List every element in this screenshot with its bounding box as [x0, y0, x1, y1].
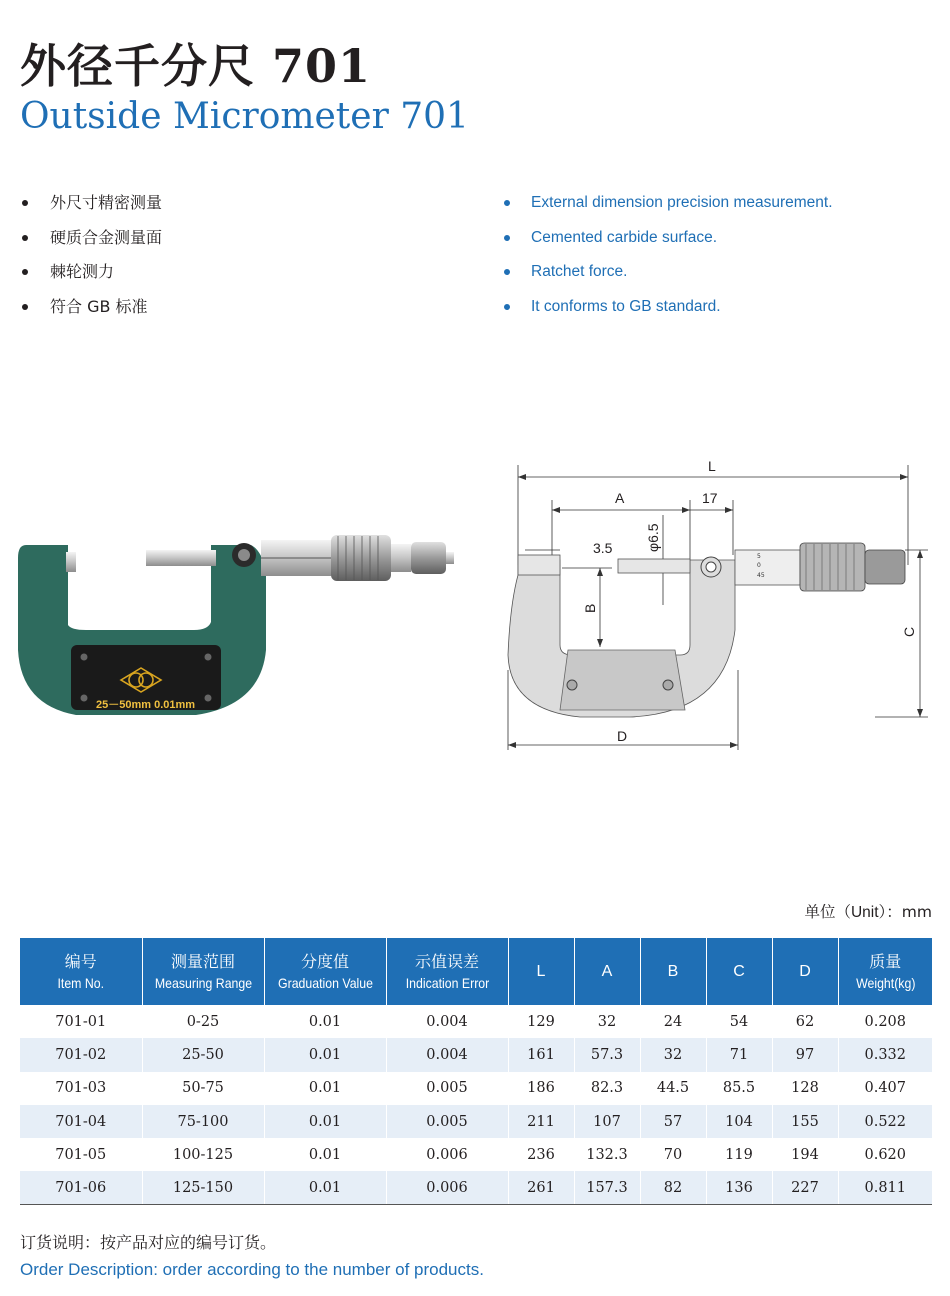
order-note-en: Order Description: order according to the number of products. — [20, 1260, 484, 1279]
feature-item-cn: 棘轮测力 — [22, 255, 162, 290]
feature-list-cn — [22, 186, 162, 324]
unit-en: Unit — [850, 904, 879, 921]
table-cell: 25-50 — [142, 1038, 264, 1071]
dim-C: C — [901, 626, 917, 637]
feature-item-en: External dimension precision measurement. — [504, 186, 833, 221]
table-cell: 701-02 — [20, 1038, 142, 1071]
table-cell: 75-100 — [142, 1105, 264, 1138]
table-header-row — [20, 938, 932, 1005]
table-cell: 70 — [640, 1138, 706, 1171]
table-cell: 261 — [508, 1171, 574, 1204]
table-cell: 701-05 — [20, 1138, 142, 1171]
table-cell: 97 — [772, 1038, 838, 1071]
feature-item-cn: 外尺寸精密测量 — [22, 186, 162, 221]
table-cell: 82 — [640, 1171, 706, 1204]
table-cell: 0.006 — [386, 1138, 508, 1171]
table-cell: 0.407 — [864, 1080, 906, 1097]
table-cell: 0.01 — [264, 1138, 386, 1171]
table-cell: 82.3 — [574, 1072, 640, 1105]
dim-D: D — [617, 728, 628, 744]
table-cell: 701-06 — [20, 1171, 142, 1204]
table-cell: 107 — [574, 1105, 640, 1138]
header-range: 测量范围 Measuring Range — [142, 938, 264, 1005]
scale-45: 45 — [757, 572, 765, 579]
table-cell: 136 — [706, 1171, 772, 1204]
table-cell: 0.811 — [838, 1171, 932, 1204]
table-row — [20, 1171, 932, 1204]
dim-A: A — [615, 490, 625, 506]
table-cell: 104 — [706, 1105, 772, 1138]
table-cell: 0-25 — [142, 1005, 264, 1038]
table-cell: 100-125 — [142, 1138, 264, 1171]
scale-5: 5 — [757, 553, 761, 560]
feature-item-en: Cemented carbide surface. — [504, 221, 833, 256]
table-cell: 32 — [574, 1005, 640, 1038]
table-cell: 236 — [508, 1138, 574, 1171]
table-row — [20, 1005, 932, 1038]
feature-item-cn: 硬质合金测量面 — [22, 221, 162, 256]
table-cell: 119 — [706, 1138, 772, 1171]
feature-item-en: It conforms to GB standard. — [504, 290, 833, 325]
table-cell: 0.01 — [264, 1105, 386, 1138]
table-cell: 57 — [640, 1105, 706, 1138]
header-weight: 质量 Weight(kg) — [838, 938, 932, 1005]
table-row — [20, 1038, 932, 1071]
dim-17: 17 — [702, 490, 718, 506]
feature-item-en: Ratchet force. — [504, 255, 833, 290]
table-cell: 24 — [640, 1005, 706, 1038]
table-cell: 128 — [772, 1072, 838, 1105]
thimble — [331, 535, 391, 581]
dimension-drawing — [500, 455, 930, 755]
dim-B: B — [582, 603, 598, 613]
table-cell: 161 — [508, 1038, 574, 1071]
table-cell: 125-150 — [142, 1171, 264, 1204]
table-cell: 227 — [772, 1171, 838, 1204]
table-cell: 0.005 — [386, 1072, 508, 1105]
table-cell: 0.01 — [264, 1072, 386, 1105]
table-cell: 701-03 — [20, 1072, 142, 1105]
table-cell: 0.208 — [864, 1013, 906, 1030]
table-cell: 701-04 — [20, 1105, 142, 1138]
dim-L: L — [708, 458, 716, 474]
feature-list-en — [504, 186, 833, 324]
header-C: C — [706, 938, 772, 1005]
header-item-no: 编号 Item No. — [20, 938, 142, 1005]
table-cell: 0.006 — [386, 1171, 508, 1204]
header-D: D — [772, 938, 838, 1005]
table-cell: 129 — [508, 1005, 574, 1038]
header-L: L — [508, 938, 574, 1005]
order-note-cn: 订货说明：按产品对应的编号订货。 — [20, 1233, 277, 1252]
dim-phi: φ6.5 — [645, 523, 661, 552]
ratchet — [411, 542, 446, 574]
table-cell: 0.522 — [838, 1105, 932, 1138]
header-A: A — [574, 938, 640, 1005]
table-row — [20, 1138, 932, 1171]
table-cell: 132.3 — [574, 1138, 640, 1171]
table-row — [20, 1105, 932, 1138]
unit-note — [804, 900, 932, 922]
table-cell: 0.01 — [264, 1005, 386, 1038]
page-title-en: Outside Micrometer 701 — [20, 96, 469, 137]
header-B: B — [640, 938, 706, 1005]
table-cell: 32 — [640, 1038, 706, 1071]
table-cell: 0.004 — [386, 1005, 508, 1038]
table-cell: 62 — [772, 1005, 838, 1038]
spec-table — [20, 938, 932, 1205]
table-cell: 0.005 — [386, 1105, 508, 1138]
table-cell: 701-01 — [20, 1005, 142, 1038]
table-cell: 0.01 — [264, 1171, 386, 1204]
table-cell: 194 — [772, 1138, 838, 1171]
page-title-cn: 外径千分尺 701 — [20, 39, 372, 93]
table-cell: 0.620 — [864, 1146, 906, 1163]
table-cell: 54 — [706, 1005, 772, 1038]
table-cell: 57.3 — [574, 1038, 640, 1071]
table-cell: 0.01 — [264, 1038, 386, 1071]
header-graduation: 分度值 Graduation Value — [264, 938, 386, 1005]
table-row — [20, 1072, 932, 1105]
table-cell: 186 — [508, 1072, 574, 1105]
unit-prefix: 单位（ — [804, 903, 851, 921]
table-cell: 157.3 — [574, 1171, 640, 1204]
table-cell: 85.5 — [706, 1072, 772, 1105]
table-cell: 155 — [772, 1105, 838, 1138]
micrometer-photo — [16, 530, 456, 720]
header-error: 示值误差 Indication Error — [386, 938, 508, 1005]
scale-0: 0 — [757, 562, 761, 569]
spindle — [146, 550, 216, 566]
dim-3-5: 3.5 — [593, 540, 613, 556]
feature-item-cn: 符合 GB 标准 — [22, 290, 162, 325]
table-cell: 50-75 — [142, 1072, 264, 1105]
unit-suffix: ）：mm — [878, 903, 932, 921]
table-cell: 44.5 — [640, 1072, 706, 1105]
table-cell: 0.332 — [838, 1038, 932, 1071]
table-cell: 71 — [706, 1038, 772, 1071]
anvil — [66, 552, 76, 572]
plate-label: 25－50mm 0.01mm — [96, 699, 196, 711]
table-cell: 0.004 — [386, 1038, 508, 1071]
table-cell: 211 — [508, 1105, 574, 1138]
